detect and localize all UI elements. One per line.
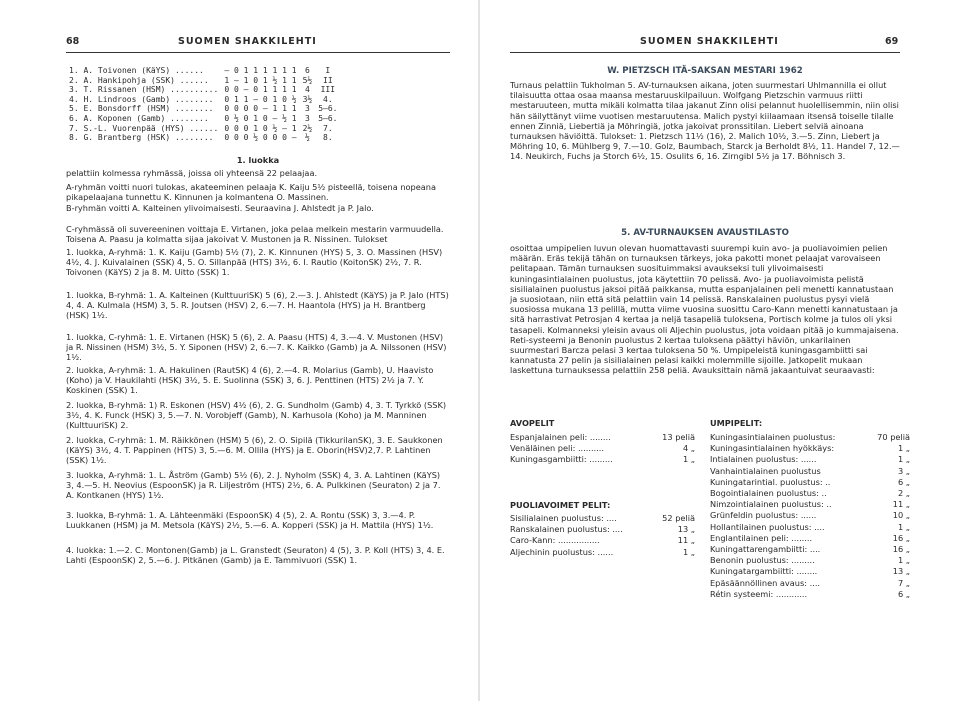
opening-row xyxy=(710,522,910,533)
opening-name: Vanhaintialainen puolustus xyxy=(710,465,821,476)
opening-row xyxy=(710,544,910,555)
points: 2½ xyxy=(302,123,313,133)
player-name: 5. E. Bonsdorff (HSM) ........ xyxy=(69,104,214,114)
right-page xyxy=(480,0,959,701)
placing: 4. xyxy=(323,94,333,104)
article-body: osoittaa umpipelien luvun olevan huomattavasti suurempi kuin avo- ja puoliavoimien pelien määrän. Eräs tekijä tähän on turnauksen tärkeys, joka pakotti monet pelaajat varovaiseen pelitapaan. Tämän turnauksen suosituimmaksi avaukseksi tuli ylivoimaisesti kuningasintialainen puolustus, jota käytettiin 70 pelissä. Avo- ja puoliavoimista pelistä sisilialainen puolustus jaksoi pitää paikkansa, mutta espanjalainen peli menetti kannatustaan ja suosiotaan, niin että sitä pelattiin vain 14 pelissä. Ranskalainen puolustus pysyi vielä suosiossa mukana 13 pelillä, mutta viime vuosina suosittu Caro-Kann menetti kannatustaan ja sitä harrastivat Petrosjan 4 kertaa ja neljä tasapeliä tuloksena, Portisch kolme ja tulos oli yksi tasapeli. Kolmanneksi yleisin avaus oli Aljechin puolustus, jota voidaan pitää jo kummajaisena. Reti-systeemi ja Benonin puolustus 2 kertaa tuloksena päättyi häviön, unkarilainen suurmestari Barcza pelasi 3 kertaa tuloksena 50 %. Umpipeleistä kuningasgambiitti sai kannatusta 27 pelin ja sisilialainen pelasi kaikki molemmille sijoille. Jatkopelit mukaan laskettuna turnauksessa pelattiin 258 peliä. Avauksittain nämä jakaantuivat seuraavasti: xyxy=(510,243,899,376)
opening-count: 1 „ xyxy=(897,443,910,454)
opening-row xyxy=(510,443,695,454)
standings-row xyxy=(66,124,340,134)
opening-count: 70 peliä xyxy=(877,432,910,442)
opening-count: 16 „ xyxy=(892,532,910,543)
opening-name: Ranskalainen puolustus: .... xyxy=(510,524,623,535)
opening-name: Intialainen puolustus: ...... xyxy=(710,454,817,465)
opening-row xyxy=(510,432,695,443)
opening-row xyxy=(710,589,910,600)
column-title: PUOLIAVOIMET PELIT: xyxy=(510,500,611,510)
avopelit-list xyxy=(510,432,695,466)
page-header: SUOMEN SHAKKILEHTI xyxy=(178,36,317,47)
opening-name: Kuningatargambiitti: ........ xyxy=(710,566,818,577)
opening-name: Kuningattarengambiitti: .... xyxy=(710,544,821,555)
results: 0 ½ 0 1 0 — ½ 1 xyxy=(224,113,297,123)
article-title: W. PIETZSCH ITÄ-SAKSAN MESTARI 1962 xyxy=(607,66,803,76)
results: 0 0 0 0 — 1 1 1 xyxy=(224,104,297,114)
points: 5½ xyxy=(302,75,313,85)
result-paragraph: 1. luokka, A-ryhmä: 1. K. Kaiju (Gamb) 5½ (7), 2. K. Kinnunen (HYS) 5, 3. O. Massinen (HSV) 4½, 4. J. Kuivalainen (SSK) 4, 5. O. Sillanpää (HTS) 3½, 6. I. Rautio (KoitonSK) 2½, 7. R. Toivonen (KäYS) 2 ja 8. M. Uitto (SSK) 1. xyxy=(66,247,443,278)
results: — 0 1 1 1 1 1 1 xyxy=(224,66,297,75)
points: 3 xyxy=(304,104,310,114)
points: 3½ xyxy=(302,94,313,104)
opening-row xyxy=(710,432,910,443)
opening-count: 11 „ xyxy=(892,499,910,510)
player-name: 8. G. Brantberg (HSK) ........ xyxy=(69,133,214,143)
opening-row xyxy=(710,566,910,577)
opening-count: 1 „ xyxy=(682,454,695,465)
opening-name: Bogointialainen puolustus: .. xyxy=(710,488,827,499)
results: 0 0 0 1 0 ½ — 1 xyxy=(224,123,297,133)
page-number: 69 xyxy=(885,36,899,47)
opening-count: 52 peliä xyxy=(662,513,695,523)
result-paragraph: 2. luokka, A-ryhmä: 1. A. Hakulinen (RautSK) 4 (6), 2.—4. R. Molarius (Gamb), U. Haavisto (Koho) ja V. Haukilahti (HSK) 3½, 5. E. Suolinna (SSK) 3, 6. J. Penttinen (HTS) 2½ ja 7. Y. Koskinen (SSK) 1. xyxy=(66,365,434,396)
opening-name: Epäsäännöllinen avaus: .... xyxy=(710,577,821,588)
results: 0 1 1 — 0 1 0 ½ xyxy=(224,94,297,104)
column-title: AVOPELIT xyxy=(510,418,555,428)
player-name: 1. A. Toivonen (KäYS) ...... xyxy=(69,66,204,75)
placing: II xyxy=(323,75,333,85)
header-rule xyxy=(510,52,900,53)
results: 1 — 1 0 1 ½ 1 1 xyxy=(224,75,297,85)
opening-count: 4 „ xyxy=(682,443,695,454)
opening-row xyxy=(710,454,910,465)
opening-name: Kuningatarintial. puolustus: .. xyxy=(710,476,831,487)
section-title: 1. luokka xyxy=(236,155,280,165)
opening-row xyxy=(510,513,695,524)
opening-name: Venäläinen peli: .......... xyxy=(510,443,604,454)
header-rule xyxy=(66,52,450,53)
player-name: 3. T. Rissanen (HSM) .......... xyxy=(69,85,219,95)
placing: 5—6. xyxy=(318,104,338,114)
result-paragraph: pelattiin kolmessa ryhmässä, joissa oli yhteensä 22 pelaajaa. xyxy=(66,168,318,178)
result-paragraph: 3. luokka, A-ryhmä: 1. L. Åström (Gamb) 5½ (6), 2. J. Nyholm (SSK) 4, 3. A. Lahtinen (KäYS) 3, 4.—5. H. Neovius (EspoonSK) ja R. Liljeström (HTS) 2½, 6. A. Pulkkinen (Seuraton) 2 ja 7. A. Kontkanen (HYS) 1½. xyxy=(66,470,441,501)
opening-row xyxy=(710,555,910,566)
result-paragraph: 3. luokka, B-ryhmä: 1. A. Lähteenmäki (EspoonSK) 4 (5), 2. A. Rontu (SSK) 3, 3.—4. P. Luukkanen (HSM) ja M. Metsola (KäYS) 2½, 5.—6. A. Kopperi (SSK) ja H. Mattila (HYS) 1½. xyxy=(66,510,434,531)
player-name: 2. A. Hankipohja (SSK) ...... xyxy=(69,75,209,85)
opening-row xyxy=(710,499,910,510)
opening-count: 1 „ xyxy=(897,555,910,566)
opening-name: Hollantilainen puolustus: .... xyxy=(710,521,825,532)
opening-name: Benonin puolustus: ......... xyxy=(710,555,815,566)
points: 3 xyxy=(304,113,310,123)
standings-table xyxy=(66,66,340,143)
opening-count: 1 „ xyxy=(897,454,910,465)
standings-row xyxy=(66,76,340,86)
standings-row xyxy=(66,133,340,143)
standings-row xyxy=(66,85,340,95)
column-title: UMPIPELIT: xyxy=(710,418,763,428)
opening-count: 3 „ xyxy=(897,465,910,476)
opening-row xyxy=(510,454,695,465)
result-paragraph: 1. luokka, C-ryhmä: 1. E. Virtanen (HSK) 5 (6), 2. A. Paasu (HTS) 4, 3.—4. V. Mustonen (HSV) ja R. Nissinen (HSM) 3½, 5. Y. Siponen (HSV) 2, 6.—7. K. Kaikko (Gamb) ja A. Nilssonen (HSV) 1½. xyxy=(66,332,447,363)
opening-name: Nimzointialainen puolustus: .. xyxy=(710,499,832,510)
placing: 8. xyxy=(323,133,333,143)
left-page xyxy=(0,0,479,701)
standings-row xyxy=(66,104,340,114)
opening-count: 11 „ xyxy=(677,535,695,546)
opening-row xyxy=(710,443,910,454)
article-body: Turnaus pelattiin Tukholman 5. AV-turnauksen aikana, joten suurmestari Uhlmannilla ei ollut tilaisuutta ottaa osaa maansa mestaruuskilpailuun. Wolfgang Pietzschin varmuus riitti mestaruuteen, mutta mikäli kolmatta tilaa jakanut Zinn olisi pelannut huolellisemmin, niin olisi hän säilyttänyt viime vuotisen mestaruutensa. Malich pystyi kiilaamaan itsensä toiselle tilalle ennen Zinniä, Liebertiä ja Möhringiä, jotka jakoivat pronssitilan. Liebert selviä ainoana turnauksen häviöittä. Tulokset: 1. Pietzsch 11½ (16), 2. Malich 10½, 3.—5. Zinn, Liebert ja Möhring 10, 6. Mühlberg 9, 7.—10. Golz, Baumbach, Starck ja Berholdt 8½, 11. Handel 7, 12.—14. Neukirch, Fuchs ja Storch 6½, 15. Osulits 6, 16. Zirngibl 5½ ja 17. Böhnisch 3. xyxy=(510,80,900,162)
opening-count: 1 „ xyxy=(897,521,910,532)
result-paragraph: C-ryhmässä oli suvereeninen voittaja E. Virtanen, joka pelaa melkein mestarin varmuudella. Toisena A. Paasu ja kolmatta sijaa jakoivat V. Mustonen ja R. Nissinen. Tulokset xyxy=(66,224,444,245)
opening-count: 13 peliä xyxy=(662,432,695,442)
standings-row xyxy=(66,95,340,105)
opening-count: 6 „ xyxy=(897,476,910,487)
umpipelit-list xyxy=(710,432,910,600)
standings-row xyxy=(66,114,340,124)
opening-name: Grünfeldin puolustus: ...... xyxy=(710,510,817,521)
opening-name: Espanjalainen peli: ........ xyxy=(510,432,611,442)
opening-row xyxy=(710,466,910,477)
result-paragraph: 1. luokka, B-ryhmä: 1. A. Kalteinen (KulttuuriSK) 5 (6), 2.—3. J. Ahlstedt (KäYS) ja P. Jalo (HTS) 4, 4. A. Kulmala (HSM) 3, 5. R. Joutsen (HSV) 2, 6.—7. H. Haantola (HYS) ja H. Brantberg (HSK) 1½. xyxy=(66,290,449,321)
opening-name: Kuningasintialainen puolustus: xyxy=(710,432,836,442)
opening-row xyxy=(510,524,695,535)
placing: 5—6. xyxy=(318,113,338,123)
standings-row xyxy=(66,66,340,76)
player-name: 6. A. Koponen (Gamb) ........ xyxy=(69,113,209,123)
result-paragraph: 4. luokka: 1.—2. C. Montonen(Gamb) ja L. Granstedt (Seuraton) 4 (5), 3. P. Koll (HTS) 3, 4. E. Lahti (EspoonSK) 2, 5.—6. J. Pitkänen (Gamb) ja E. Tammivuori (SSK) 1. xyxy=(66,545,445,566)
opening-count: 1 „ xyxy=(682,546,695,557)
points: 6 xyxy=(304,66,310,75)
opening-count: 10 „ xyxy=(892,510,910,521)
opening-row xyxy=(710,578,910,589)
opening-count: 13 „ xyxy=(677,524,695,535)
opening-name: Caro-Kann: ................ xyxy=(510,535,600,546)
opening-count: 7 „ xyxy=(897,577,910,588)
opening-row xyxy=(510,535,695,546)
result-paragraph: A-ryhmän voitti nuori tulokas, akateeminen pelaaja K. Kaiju 5½ pisteellä, toisena nopeana pikapelaajana tunnettu K. Kinnunen ja kolmantena O. Massinen. xyxy=(66,182,436,203)
article-title: 5. AV-TURNAUKSEN AVAUSTILASTO xyxy=(621,228,789,238)
opening-name: Sisilialainen puolustus: .... xyxy=(510,513,617,523)
opening-count: 16 „ xyxy=(892,544,910,555)
opening-row xyxy=(710,488,910,499)
opening-count: 6 „ xyxy=(897,588,910,599)
player-name: 7. S.-L. Vuorenpää (HYS) ...... xyxy=(69,123,219,133)
opening-count: 13 „ xyxy=(892,566,910,577)
opening-name: Kuningasintialainen hyökkäys: xyxy=(710,443,835,454)
opening-row xyxy=(710,477,910,488)
puoliavoimet-list xyxy=(510,513,695,558)
result-paragraph: 2. luokka, C-ryhmä: 1. M. Räikkönen (HSM) 5 (6), 2. O. Sipilä (TikkurilanSK), 3. E. Saukkonen (KäYS) 3½, 4. T. Pappinen (HTS) 3, 5.—6. M. Ollila (HYS) ja E. Oborin(HSV)2,7. P. Lahtinen (SSK) 1½. xyxy=(66,435,443,466)
opening-name: Englantilainen peli: ........ xyxy=(710,532,813,543)
player-name: 4. H. Lindroos (Gamb) ........ xyxy=(69,94,214,104)
result-paragraph: 2. luokka, B-ryhmä: 1) R. Eskonen (HSV) 4½ (6), 2. G. Sundholm (Gamb) 4, 3. T. Tyrkkö (SSK) 3½, 4. K. Funck (HSK) 3, 5.—7. N. Vorobjeff (Gamb), N. Karhusola (Koho) ja M. Manninen (KulttuuriSK) 2. xyxy=(66,400,447,431)
placing: 7. xyxy=(323,123,333,133)
opening-name: Aljechinin puolustus: ...... xyxy=(510,546,614,557)
opening-row xyxy=(710,533,910,544)
results: 0 0 — 0 1 1 1 1 xyxy=(224,85,297,95)
opening-name: Kuningasgambiitti: ......... xyxy=(510,454,613,465)
opening-count: 2 „ xyxy=(897,488,910,499)
results: 0 0 0 ½ 0 0 0 — xyxy=(224,133,297,143)
points: 4 xyxy=(304,85,310,95)
points: ½ xyxy=(304,133,310,143)
page-header: SUOMEN SHAKKILEHTI xyxy=(640,36,779,47)
result-paragraph: B-ryhmän voitti A. Kalteinen ylivoimaisesti. Seuraavina J. Ahlstedt ja P. Jalo. xyxy=(66,203,374,213)
opening-name: Rétin systeemi: ............ xyxy=(710,588,808,599)
placing: I xyxy=(325,66,331,75)
opening-row xyxy=(710,510,910,521)
opening-row xyxy=(510,547,695,558)
page-number: 68 xyxy=(66,36,80,47)
placing: III xyxy=(320,85,336,95)
